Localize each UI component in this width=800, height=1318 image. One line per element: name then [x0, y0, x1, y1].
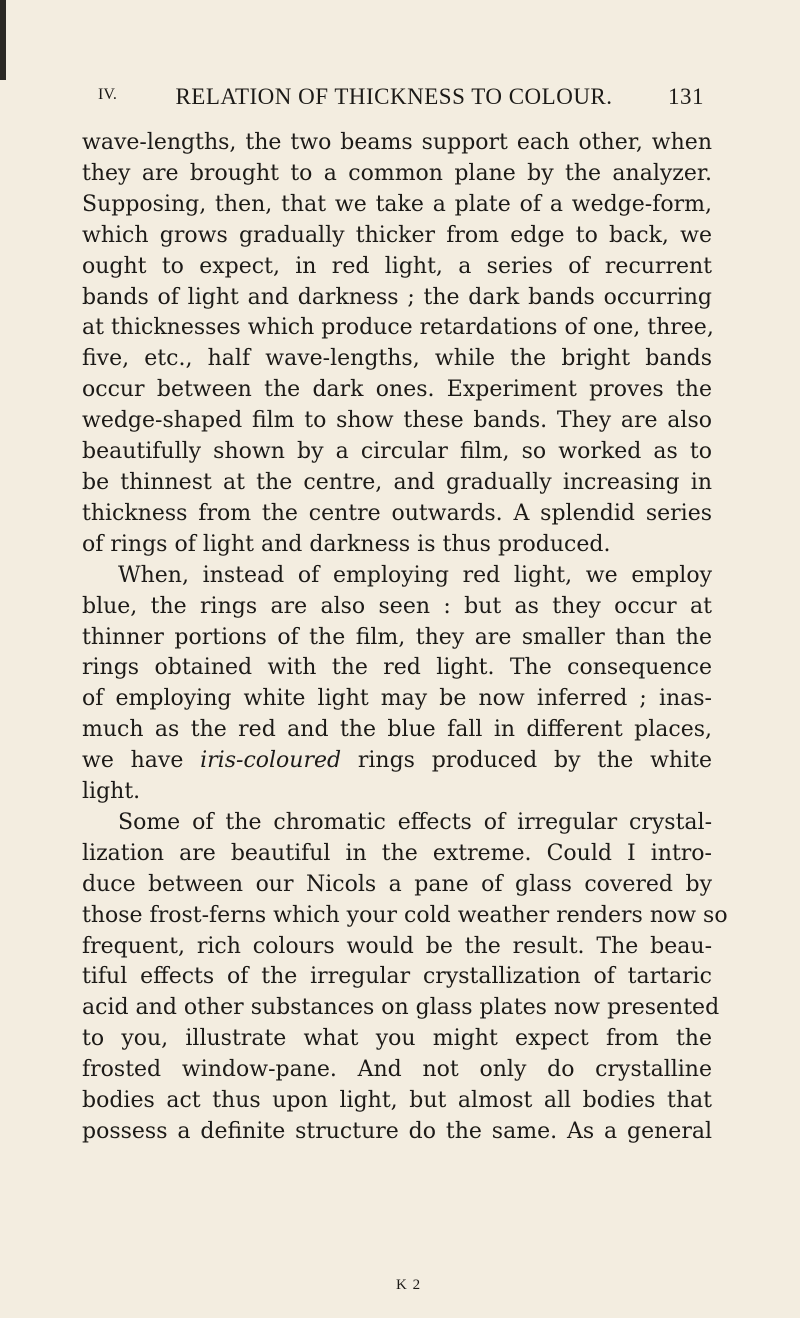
text-line: light. [82, 779, 141, 805]
text-run: rings produced by the white [341, 748, 712, 774]
page-edge [0, 0, 6, 80]
text-line: which grows gradually thicker from edge to back, we [82, 222, 712, 248]
text-line: ought to expect, in red light, a series of recurrent [82, 253, 712, 279]
text-line: five, etc., half wave-lengths, while the bright bands [82, 346, 712, 372]
text-line: acid and other substances on glass plates now presented [82, 995, 720, 1021]
text-line: occur between the dark ones. Experiment proves the [82, 377, 712, 403]
page-number: 131 [668, 84, 704, 109]
text-line: those frost-ferns which your cold weather renders now so [82, 902, 728, 928]
text-line: beautifully shown by a circular film, so worked as to [82, 439, 712, 465]
text-line: to you, illustrate what you might expect from the [82, 1026, 712, 1052]
text-line: lization are beautiful in the extreme. Could I intro- [82, 840, 712, 866]
text-line [82, 746, 712, 777]
text-line: wedge-shaped film to show these bands. They are also [82, 408, 712, 434]
running-title: RELATION OF THICKNESS TO COLOUR. [175, 84, 613, 109]
text-line: bands of light and darkness ; the dark bands occurring [82, 284, 712, 310]
text-line: bodies act thus upon light, but almost all bodies that [82, 1088, 712, 1114]
text-line: Some of the chromatic effects of irregular crystal- [118, 809, 712, 835]
text-line: Supposing, then, that we take a plate of a wedge-form, [82, 191, 712, 217]
text-line: much as the red and the blue fall in different places, [82, 717, 712, 743]
text-line: they are brought to a common plane by the analyzer. [82, 160, 712, 186]
italic-term: iris-coloured [200, 748, 342, 774]
text-line: be thinnest at the centre, and gradually increasing in [82, 469, 712, 495]
text-line: thickness from the centre outwards. A splendid series [82, 500, 712, 526]
text-line: duce between our Nicols a pane of glass covered by [82, 871, 712, 897]
text-line: thinner portions of the film, they are smaller than the [82, 624, 712, 650]
text-line: rings obtained with the red light. The consequence [82, 655, 712, 681]
text-line: possess a definite structure do the same. As a general [82, 1119, 712, 1144]
text-line: at thicknesses which produce retardations of one, three, [82, 315, 714, 341]
text-run: we have [82, 748, 201, 774]
body-text [82, 128, 728, 1148]
chapter-number: IV. [98, 86, 117, 103]
text-line: tiful effects of the irregular crystallization of tartaric [82, 964, 712, 990]
text-line: of employing white light may be now inferred ; inas- [82, 686, 712, 712]
text-line: of rings of light and darkness is thus produced. [82, 531, 611, 557]
running-head [98, 84, 704, 114]
text-line: blue, the rings are also seen : but as they occur at [82, 593, 712, 619]
text-line: When, instead of employing red light, we employ [118, 562, 712, 588]
signature-mark: K 2 [396, 1277, 422, 1293]
text-line: frequent, rich colours would be the result. The beau- [82, 933, 712, 959]
text-line: frosted window-pane. And not only do crystalline [82, 1057, 712, 1083]
text-line: wave-lengths, the two beams support each other, when [82, 130, 712, 155]
